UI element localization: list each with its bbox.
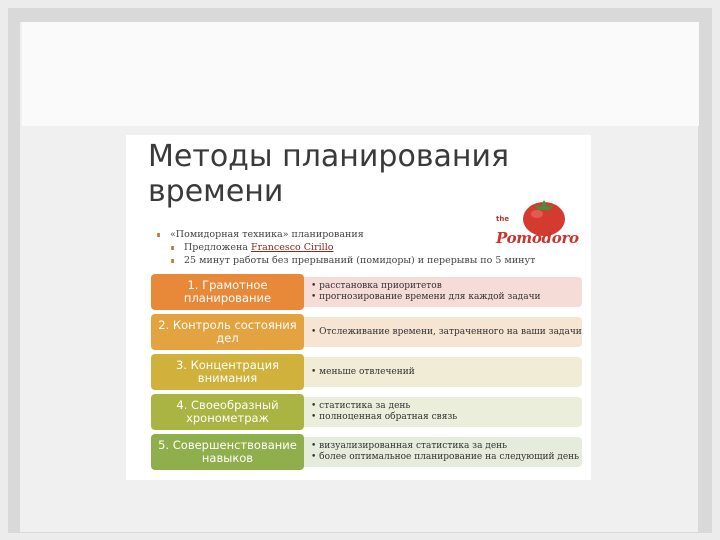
logo-small-text: the	[496, 215, 510, 223]
method-detail: • полноценная обратная связь	[311, 412, 458, 422]
method-row	[151, 274, 583, 310]
bullet-item	[156, 254, 535, 267]
method-detail: • меньше отвлечений	[311, 366, 415, 377]
slide-heading	[148, 139, 509, 209]
pomodoro-logo	[496, 195, 591, 255]
method-row	[151, 354, 583, 390]
method-details	[301, 277, 582, 307]
bullet-text: «Помидорная техника» планирования	[170, 229, 364, 240]
bullet-item	[156, 241, 535, 254]
bullet-icon: ∎	[170, 243, 176, 252]
bullet-item	[156, 228, 535, 241]
logo-word: Pomodoro	[496, 229, 579, 247]
method-row	[151, 394, 583, 430]
bullet-text: Предложена	[184, 242, 248, 253]
method-details	[301, 357, 582, 387]
heading-line-2: времени	[148, 174, 284, 209]
method-detail: • более оптимальное планирование на следующий день	[311, 452, 580, 462]
bullet-icon: ∎	[156, 230, 162, 239]
author-link[interactable]: Francesco Cirillo	[250, 242, 334, 253]
method-label: 3. Концентрация внимания	[151, 354, 304, 390]
method-details	[301, 317, 582, 347]
method-row	[151, 434, 583, 470]
method-detail: • статистика за день	[311, 401, 411, 411]
method-label: 2. Контроль состояния дел	[151, 314, 304, 350]
method-row	[151, 314, 583, 350]
method-details	[301, 397, 582, 427]
method-detail: • Отслеживание времени, затраченного на ваши задачи	[311, 326, 582, 337]
bullet-list	[156, 228, 535, 267]
content-image	[126, 135, 591, 480]
bullet-text: 25 минут работы без прерываний (помидоры) и перерывы по 5 минут	[184, 255, 536, 266]
method-details	[301, 437, 582, 467]
heading-line-1: Методы планирования	[148, 139, 510, 174]
method-detail: • прогнозирование времени для каждой задачи	[311, 292, 541, 302]
methods-table	[151, 274, 583, 474]
method-label: 4. Своеобразный хронометраж	[151, 394, 304, 430]
method-label: 5. Совершенствование навыков	[151, 434, 304, 470]
method-detail: • визуализированная статистика за день	[311, 441, 508, 451]
slide-title-area	[22, 22, 699, 126]
method-detail: • расстановка приоритетов	[311, 281, 442, 291]
bullet-icon: ∎	[170, 256, 176, 265]
method-label: 1. Грамотное планирование	[151, 274, 304, 310]
